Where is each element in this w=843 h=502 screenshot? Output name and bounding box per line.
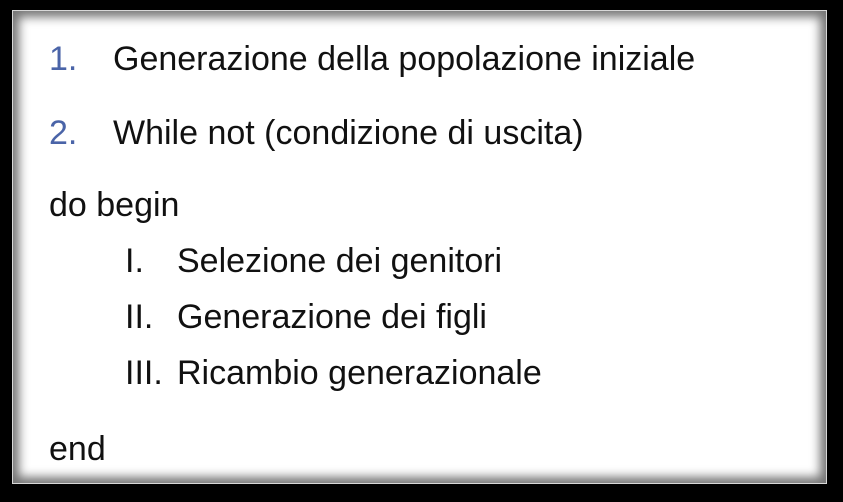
step-text: While not (condizione di uscita) <box>113 114 584 152</box>
step-number: 1. <box>49 40 78 78</box>
step-text: Generazione della popolazione iniziale <box>113 40 696 78</box>
substep-numeral: III. <box>125 354 163 392</box>
loop-start: do begin <box>49 186 180 224</box>
algorithm-card <box>12 10 827 484</box>
substep-text: Selezione dei genitori <box>177 242 503 280</box>
loop-end: end <box>49 430 106 468</box>
substep-text: Generazione dei figli <box>177 298 487 336</box>
step-number: 2. <box>49 114 78 152</box>
substep-numeral: I. <box>125 242 144 280</box>
substep-numeral: II. <box>125 298 154 336</box>
substep-text: Ricambio generazionale <box>177 354 542 392</box>
